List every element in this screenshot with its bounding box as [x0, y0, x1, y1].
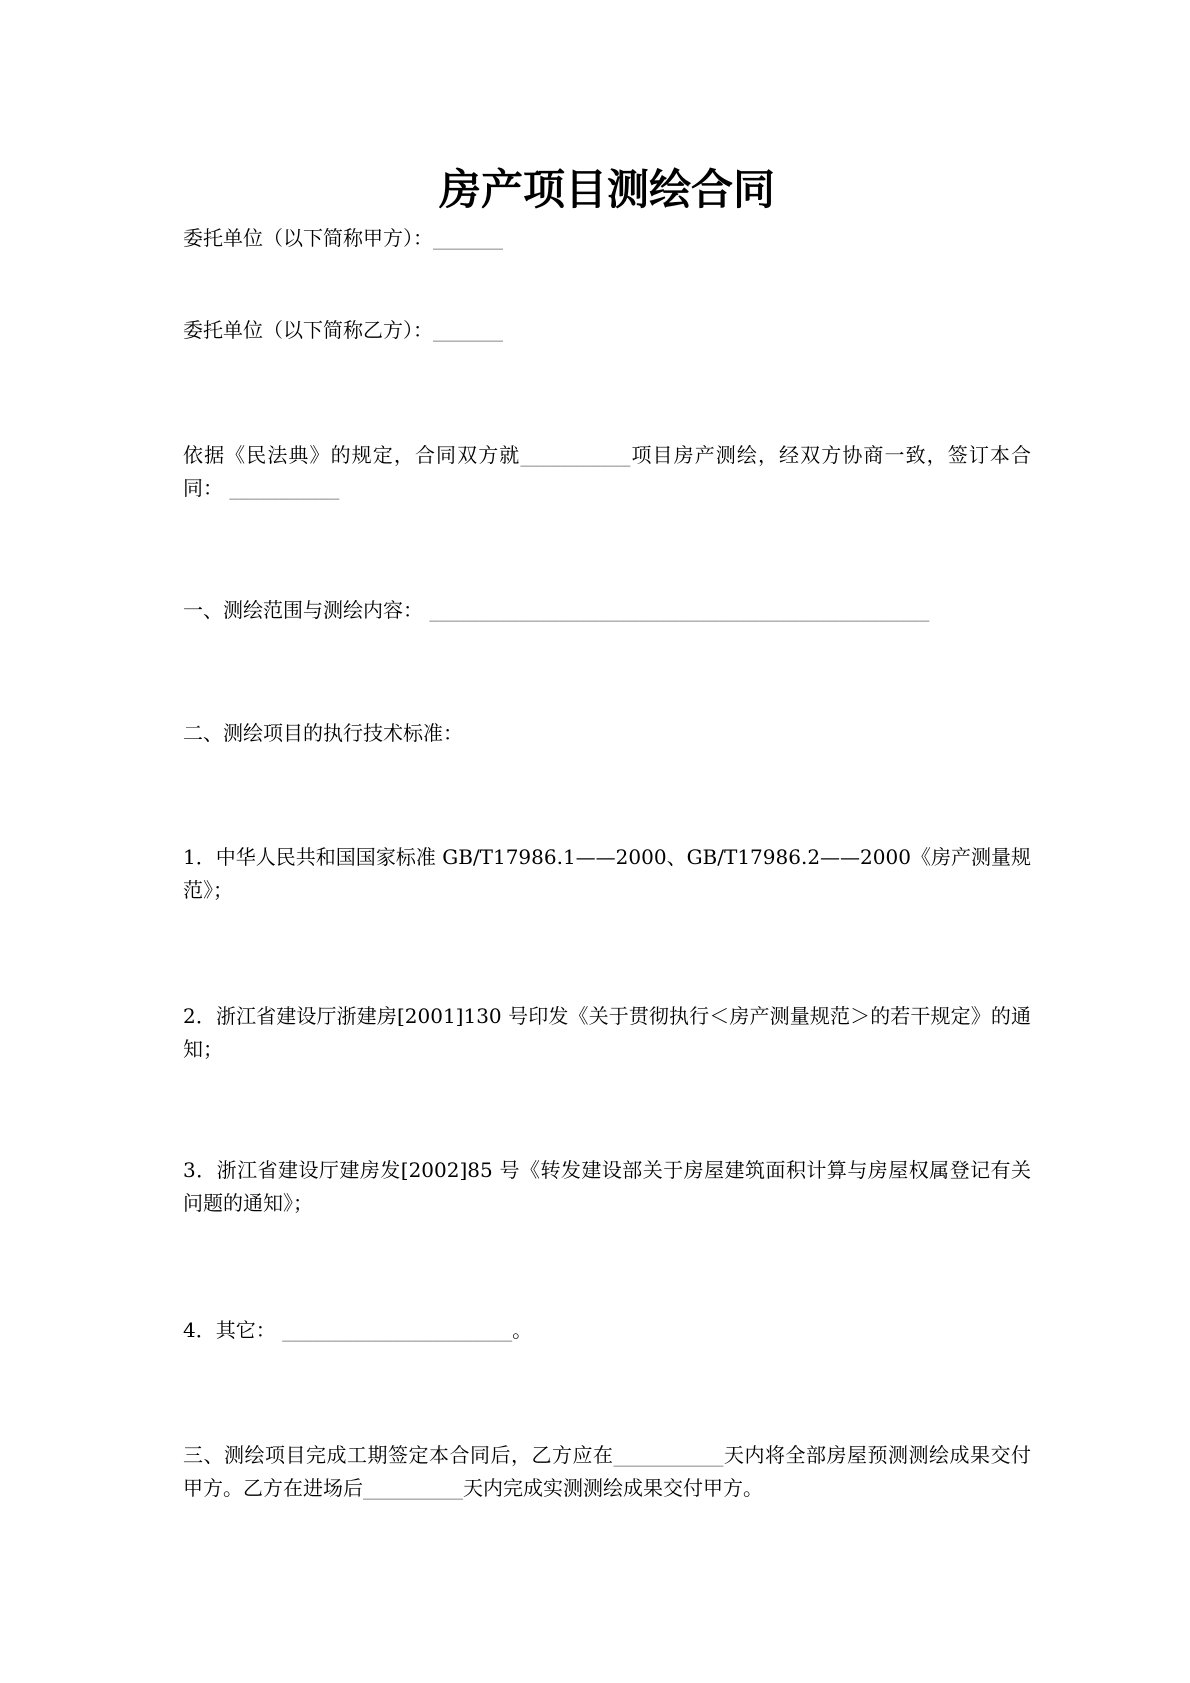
- blank-line: ___________: [229, 476, 340, 500]
- blank-line: ___________: [613, 1443, 724, 1467]
- paragraph-clause-3-schedule: [183, 1439, 1031, 1505]
- text-segment: 天内将全部房屋预测测绘成果交付甲方。乙方在进场后: [183, 1443, 1031, 1500]
- text-segment: 委托单位（以下简称甲方）：: [183, 226, 433, 250]
- paragraph-standard-4-other: [183, 1314, 1031, 1347]
- blank-line: __________: [363, 1476, 463, 1500]
- paragraph-standard-1: [183, 841, 1031, 907]
- paragraph-clause-2-standards: [183, 717, 1031, 750]
- document-content: [183, 162, 1031, 1505]
- text-segment: 1．中华人民共和国国家标准 GB/T17986.1——2000、GB/T17986.2——2000《房产测量规范》；: [183, 845, 1031, 902]
- paragraph-basis-clause: [183, 439, 1031, 505]
- text-segment: 2．浙江省建设厅浙建房[2001]130 号印发《关于贯彻执行＜房产测量规范＞的若干规定》的通知；: [183, 1004, 1031, 1061]
- paragraph-party-b: [183, 314, 1031, 347]
- text-segment: 一、测绘范围与测绘内容：: [183, 598, 430, 622]
- paragraph-clause-1-scope: [183, 594, 1031, 627]
- text-segment: 三、测绘项目完成工期签定本合同后，乙方应在: [183, 1443, 614, 1467]
- text-segment: 天内完成实测测绘成果交付甲方。: [463, 1476, 763, 1500]
- text-segment: 二、测绘项目的执行技术标准：: [183, 721, 463, 745]
- text-segment: 项目房产测绘，经双方协商一致，签订本合同：: [183, 443, 1032, 500]
- text-segment: 。: [512, 1318, 533, 1342]
- blank-line: ___________: [520, 443, 631, 467]
- document-title: 房产项目测绘合同: [438, 165, 775, 214]
- text-segment: 3．浙江省建设厅建房发[2002]85 号《转发建设部关于房屋建筑面积计算与房屋权属登记有关问题的通知》；: [183, 1158, 1031, 1215]
- blank-line: _______________________: [282, 1318, 513, 1342]
- text-segment: 委托单位（以下简称乙方）：: [183, 318, 433, 342]
- document-body: [183, 222, 1031, 1505]
- blank-line: _______: [433, 318, 503, 342]
- blank-line: _______: [433, 226, 503, 250]
- paragraph-standard-3: [183, 1154, 1031, 1220]
- text-segment: 依据《民法典》的规定，合同双方就: [183, 443, 521, 467]
- text-segment: 4．其它：: [183, 1318, 283, 1342]
- paragraph-party-a: [183, 222, 1031, 255]
- paragraph-standard-2: [183, 1000, 1031, 1066]
- blank-line: __________________________________________________: [429, 598, 930, 622]
